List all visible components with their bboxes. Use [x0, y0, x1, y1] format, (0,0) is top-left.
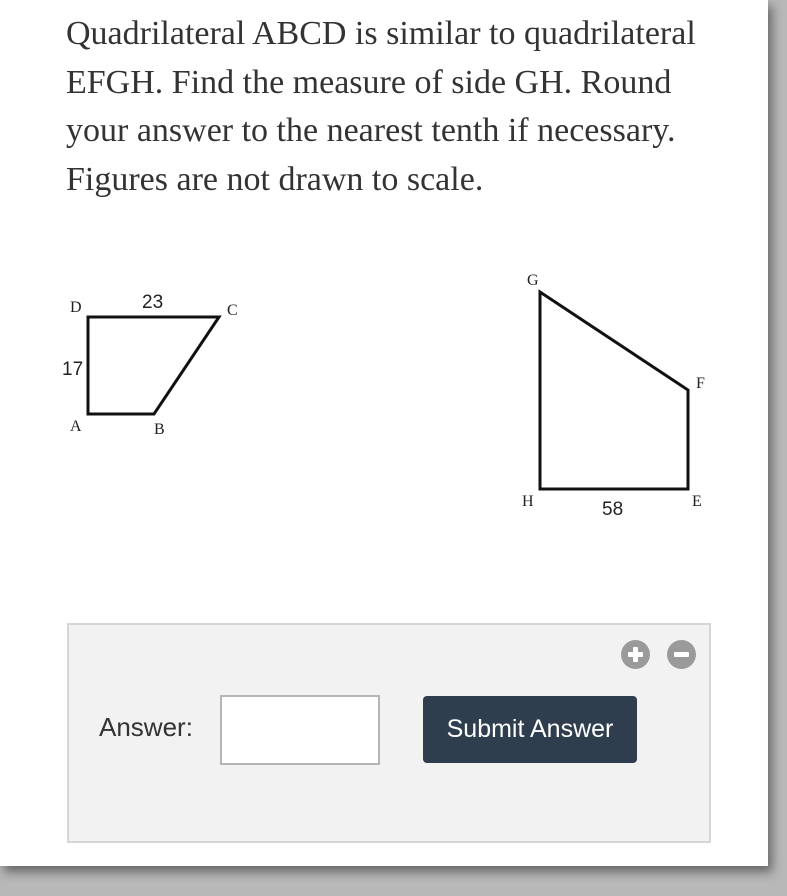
vertex-label-a: A	[70, 418, 82, 435]
answer-label: Answer:	[99, 712, 193, 742]
figures-diagram	[0, 260, 760, 540]
answer-input[interactable]	[220, 695, 380, 765]
answer-panel	[67, 623, 711, 843]
quadrilateral-abcd	[88, 317, 219, 414]
question-text: Quadrilateral ABCD is similar to quadrilateral EFGH. Find the measure of side GH. Round your answer to the nearest tenth if necessary. Figures are not drawn to scale.	[66, 15, 696, 198]
vertex-label-g: G	[527, 272, 539, 289]
side-length-da: 17	[62, 359, 84, 380]
vertex-label-h: H	[522, 493, 534, 510]
quadrilateral-efgh	[540, 292, 688, 489]
vertex-label-e: E	[692, 493, 702, 510]
plus-circle-icon[interactable]	[621, 640, 650, 669]
side-length-he: 58	[602, 499, 624, 520]
vertex-label-f: F	[696, 375, 705, 392]
submit-answer-button[interactable]: Submit Answer	[423, 696, 637, 763]
vertex-label-b: B	[154, 421, 165, 438]
side-length-dc: 23	[142, 292, 164, 313]
vertex-label-d: D	[70, 299, 82, 316]
vertex-label-c: C	[227, 302, 238, 319]
minus-circle-icon[interactable]	[667, 640, 696, 669]
